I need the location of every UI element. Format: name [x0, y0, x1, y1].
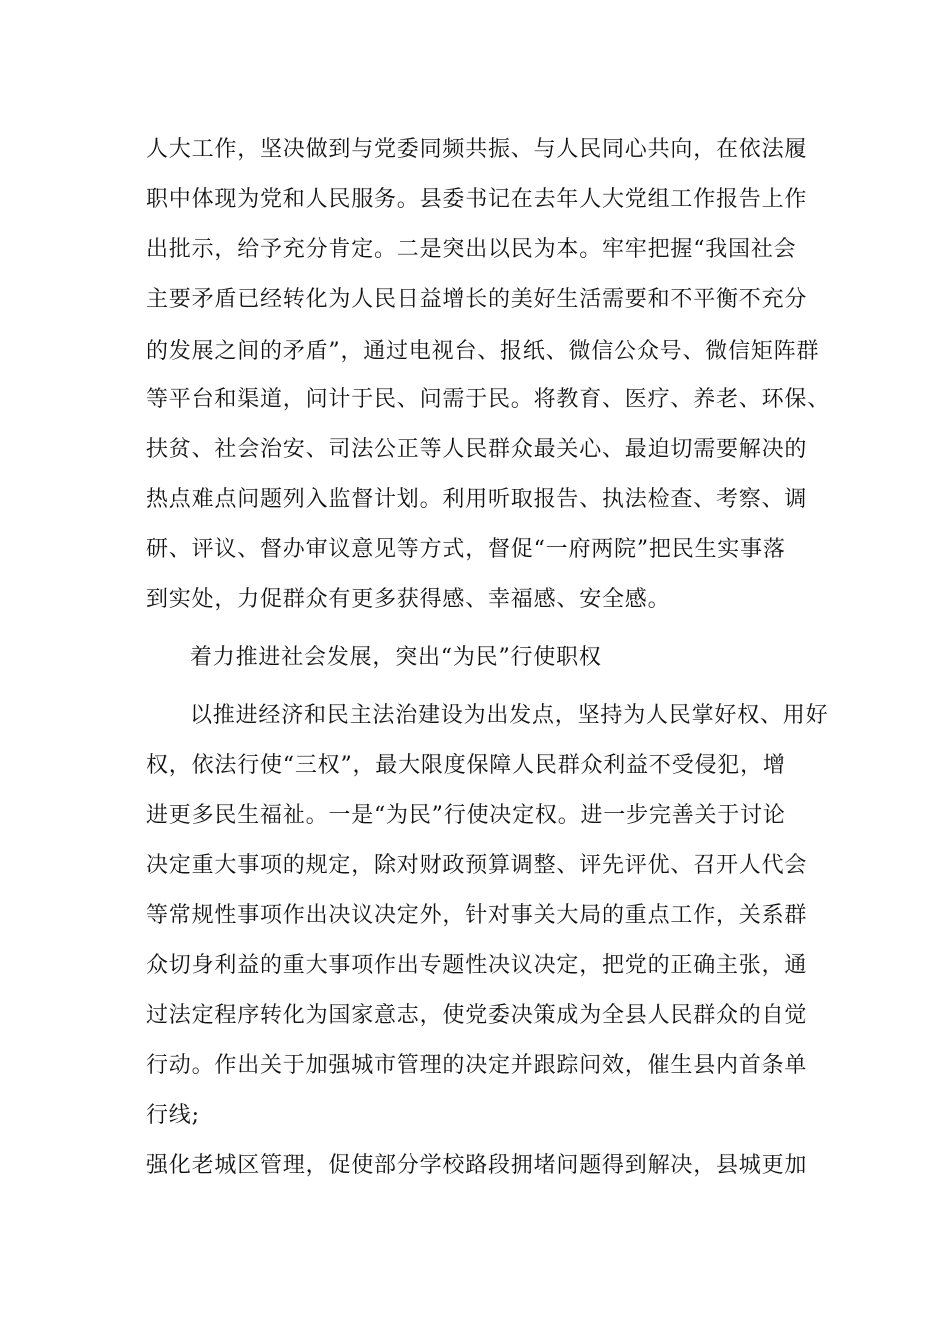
- text-line: 权，依法行使“三权”，最大限度保障人民群众利益不受侵犯，增: [146, 753, 786, 778]
- text-line: 主要矛盾已经转化为人民日益增长的美好生活需要和不平衡不充分: [146, 287, 808, 312]
- text-line: 职中体现为党和人民服务。县委书记在去年人大党组工作报告上作: [146, 187, 808, 212]
- text-line: 行线;: [146, 1103, 200, 1128]
- section-heading: 着力推进社会发展，突出“为民”行使职权: [190, 645, 602, 670]
- text-line: 人大工作，坚决做到与党委同频共振、与人民同心共向，在依法履: [146, 137, 808, 162]
- text-line: 过法定程序转化为国家意志，使党委决策成为全县人民群众的自觉: [146, 1003, 808, 1028]
- text-line: 决定重大事项的规定，除对财政预算调整、评先评优、召开人代会: [146, 853, 808, 878]
- paragraph-first-line: 以推进经济和民主法治建设为出发点，坚持为人民掌好权、用好: [190, 703, 829, 728]
- text-line: 出批示，给予充分肯定。二是突出以民为本。牢牢把握“我国社会: [146, 237, 797, 262]
- text-line: 行动。作出关于加强城市管理的决定并跟踪问效，催生县内首条单: [146, 1053, 808, 1078]
- text-line: 研、评议、督办审议意见等方式，督促“一府两院”把民生实事落: [146, 537, 786, 562]
- text-line: 扶贫、社会治安、司法公正等人民群众最关心、最迫切需要解决的: [146, 437, 808, 462]
- text-line: 众切身利益的重大事项作出专题性决议决定，把党的正确主张，通: [146, 953, 808, 978]
- text-line: 等常规性事项作出决议决定外，针对事关大局的重点工作，关系群: [146, 903, 808, 928]
- text-line: 强化老城区管理，促使部分学校路段拥堵问题得到解决，县城更加: [146, 1153, 808, 1178]
- text-line: 到实处，力促群众有更多获得感、幸福感、安全感。: [146, 587, 671, 612]
- text-line: 进更多民生福祉。一是“为民”行使决定权。进一步完善关于讨论: [146, 803, 786, 828]
- text-line: 热点难点问题列入监督计划。利用听取报告、执法检查、考察、调: [146, 487, 808, 512]
- text-line: 等平台和渠道，问计于民、问需于民。将教育、医疗、养老、环保、: [146, 387, 831, 412]
- text-line: 的发展之间的矛盾”，通过电视台、报纸、微信公众号、微信矩阵群: [146, 339, 820, 364]
